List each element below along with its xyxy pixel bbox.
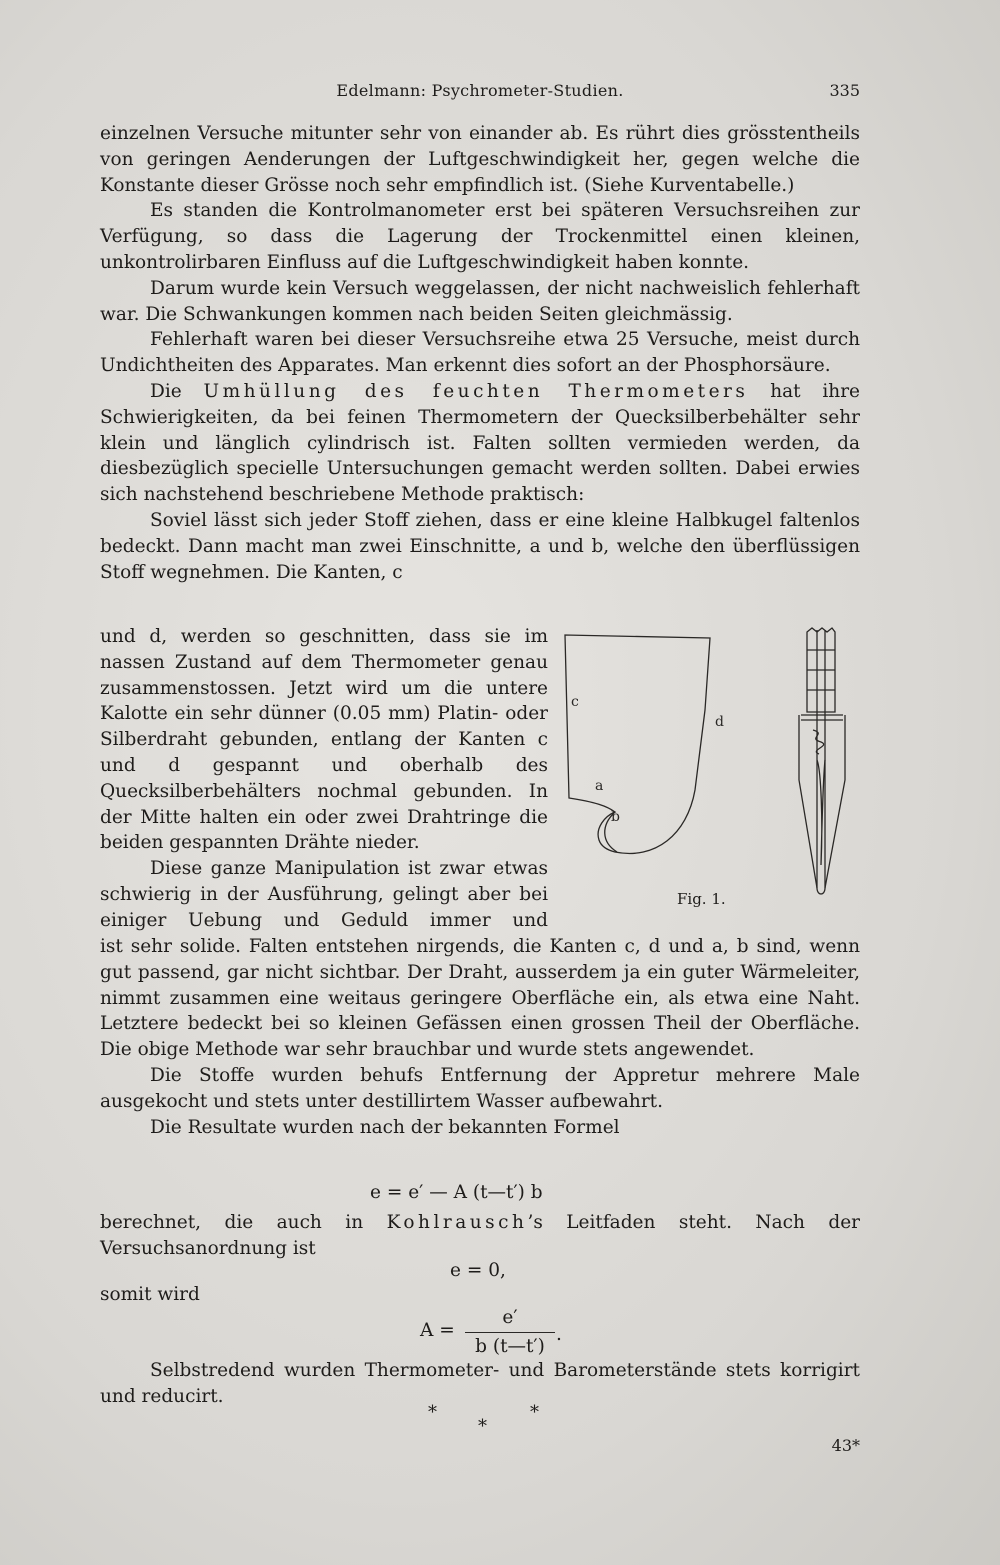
paragraph-darum: Darum wurde kein Versuch weggelassen, der nicht nachweislich fehlerhaft war. Die Schwankungen kommen nach beiden Seiten gleichmässig. (100, 277, 860, 325)
running-title: Edelmann: Psychrometer-Studien. (336, 81, 624, 100)
fraction-numerator: e′ (502, 1307, 518, 1328)
line-2: von geringen Aenderungen der Luftgeschwindigkeit her, gegen welche die (100, 148, 860, 170)
star: * (530, 1402, 539, 1423)
thermometer-bulb (817, 888, 825, 894)
paragraph-kontrolmanometer: Es standen die Kontrolmanometer erst bei späteren Versuchsreihen zur Verfügung, so dass die Lagerung der Trockenmittel einen kleinen, unkontrolirbaren Einfluss auf die Luftgeschwindigkeit haben konnte. (100, 200, 860, 273)
label-a: a (595, 778, 604, 794)
label-d: d (715, 714, 724, 730)
figure-1 (555, 620, 865, 920)
star: * (478, 1416, 487, 1437)
fraction-bar (465, 1332, 555, 1333)
text-block-bottom (100, 934, 860, 1140)
line-1: einzelnen Versuche mitunter sehr von einander ab. Es rührt dies grösstentheils (100, 123, 860, 144)
paragraph-diese: Diese ganze Manipulation ist zwar etwas schwierig in der Ausführung, gelingt aber bei einiger Uebung und Geduld immer und (100, 858, 548, 931)
label-c: c (571, 694, 579, 710)
paragraph-umhuellung (100, 379, 860, 508)
asterism (420, 1402, 560, 1442)
line-3: Konstante dieser Grösse noch sehr empfindlich ist. (Siehe Kurventabelle.) (100, 174, 795, 196)
star: * (428, 1402, 437, 1423)
paragraph-stoffe: Die Stoffe wurden behufs Entfernung der Appretur mehrere Male ausgekocht und stets unter destillirtem Wasser aufbewahrt. (100, 1064, 860, 1112)
umh-lead: Die (150, 380, 204, 402)
fabric-outline (565, 635, 710, 853)
formula-3-fraction (465, 1306, 555, 1359)
text-wrap-block (100, 624, 548, 934)
running-header (100, 78, 860, 104)
formula-3-end: . (556, 1324, 562, 1345)
berech-lead: berechnet, die auch in (100, 1212, 387, 1233)
somit-wird: somit wird (100, 1284, 200, 1305)
text-block-berechnet (100, 1210, 860, 1262)
signature-mark: 43* (831, 1436, 860, 1455)
inner-capillary (817, 760, 825, 865)
figure-caption: Fig. 1. (677, 890, 726, 908)
text-block-top (100, 121, 860, 585)
label-b: b (611, 809, 620, 825)
paragraph-resultate: Die Resultate wurden nach der bekannten Formel (150, 1116, 620, 1138)
fraction-denominator: b (t—t′) (475, 1336, 545, 1357)
spaced-emphasis: Umhüllung des feuchten Thermometers (203, 380, 749, 402)
berech-rest: ’s Leitfaden steht. Nach der Versuchsanordnung ist (100, 1212, 860, 1259)
thermometer-outer (799, 715, 845, 888)
wire-coil (813, 730, 824, 754)
paragraph-fehlerhaft: Fehlerhaft waren bei dieser Versuchsreihe etwa 25 Versuche, meist durch Undichtheiten des Apparates. Man erkennt dies sofort an der Phosphorsäure. (100, 329, 860, 377)
paragraph-berechnet (100, 1210, 860, 1262)
figure-drawing (555, 620, 865, 920)
page-number: 335 (829, 81, 860, 100)
paragraph-kanten: und d, werden so geschnitten, dass sie im nassen Zustand auf dem Thermometer genau zusammenstossen. Jetzt wird um die untere Kalotte ein sehr dünner (0.05 mm) Platin- oder Silberdraht gebunden, entlang der Kanten c und d gespannt und oberhalb des Quecksilberbehälters nochmal gebunden. In der Mitte halten ein oder zwei Drahtringe die beiden gespannten Drähte nieder. (100, 626, 548, 854)
spaced-name: Kohlrausch (386, 1212, 528, 1233)
paragraph-solide: ist sehr solide. Falten entstehen nirgends, die Kanten c, d und a, b sind, wenn gut passend, gar nicht sichtbar. Der Draht, ausserdem ja ein guter Wärmeleiter, nimmt zusammen eine weitaus geringere Oberfläche ein, als etwa eine Naht. Letztere bedeckt bei so kleinen Gefässen einen grossen Theil der Oberfläche. Die obige Methode war sehr brauchbar und wurde stets angewendet. (100, 936, 860, 1061)
formula-2: e = 0, (450, 1260, 506, 1281)
formula-1: e = e′ — A (t—t′) b (370, 1182, 543, 1203)
umh-rest: hat ihre Schwierigkeiten, da bei feinen Thermometern der Quecksilberbehälter sehr klein und länglich cylindrisch ist. Falten sollten vermieden werden, da diesbezüglich specielle Untersuchungen gemacht werden sollten. Dabei erwies sich nachstehend beschriebene Methode praktisch: (100, 380, 860, 506)
paragraph-soviel: Soviel lässt sich jeder Stoff ziehen, dass er eine kleine Halbkugel faltenlos bedeckt. Dann macht man zwei Einschnitte, a und b, welche den überflüssigen Stoff wegnehmen. Die Kanten, c (100, 509, 860, 583)
paragraph-selbstredend: Selbstredend wurden Thermometer- und Barometerstände stets korrigirt und reducirt. (100, 1360, 860, 1407)
formula-3-lhs: A = (420, 1320, 455, 1341)
